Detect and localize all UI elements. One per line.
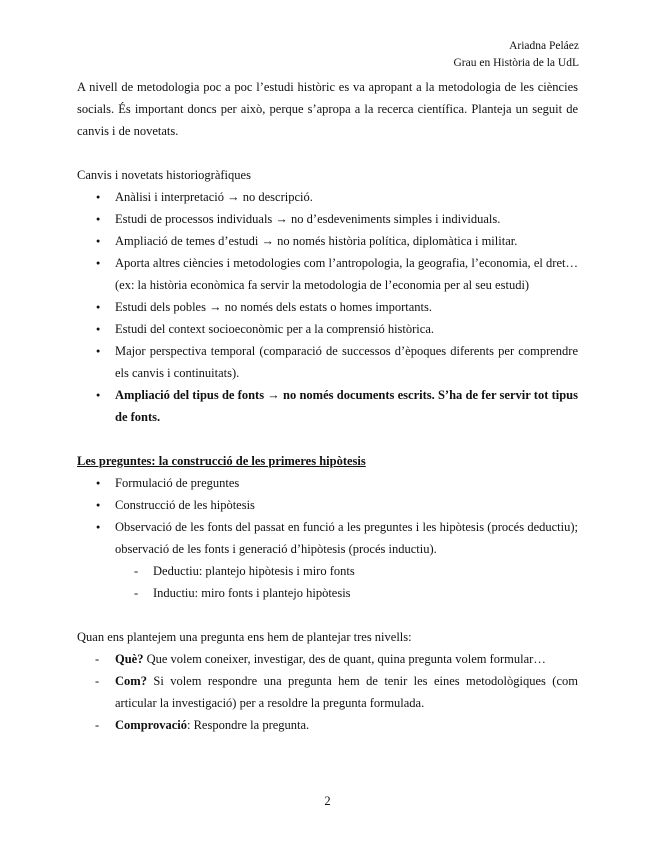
list-item: ● Estudi dels pobles → no només dels estats o homes importants.	[77, 296, 578, 318]
level-text: : Respondre la pregunta.	[187, 718, 310, 732]
list-item	[77, 648, 578, 670]
list-item: ● Aporta altres ciències i metodologies com l’antropologia, la geografia, l’economia, el dret… (ex: la història econòmica fa servir la metodologia de l’economia per al seu estudi)	[77, 252, 578, 296]
list-item: ● Construcció de les hipòtesis	[77, 494, 578, 516]
list-item	[77, 714, 578, 736]
list-item: ● Major perspectiva temporal (comparació de successos d’èpoques diferents per comprendre els canvis i continuitats).	[77, 340, 578, 384]
list-item: ● Estudi de processos individuals → no d’esdeveniments simples i individuals.	[77, 208, 578, 230]
level-text: Que volem coneixer, investigar, des de quant, quina pregunta volem formular…	[143, 652, 546, 666]
list-item: ● Estudi del context socioeconòmic per a la comprensió històrica.	[77, 318, 578, 340]
page-number: 2	[324, 794, 331, 808]
list-item: ● Ampliació de temes d’estudi → no només història política, diplomàtica i militar.	[77, 230, 578, 252]
questions-list	[77, 472, 578, 560]
level-text: Si volem respondre una pregunta hem de tenir les eines metodològiques (com articular la investigació) per a resoldre la pregunta formulada.	[115, 674, 578, 710]
list-item	[77, 670, 578, 714]
intro-paragraph: A nivell de metodologia poc a poc l’estudi històric es va apropant a la metodologia de les ciències socials. És important doncs per això, perque s’apropa a la recerca científica. Planteja un seguit de canvis i de novetats.	[77, 80, 578, 138]
page-header	[453, 38, 579, 72]
sub-list-item: - Inductiu: miro fonts i plantejo hipòtesis	[77, 582, 578, 604]
level-label: Com?	[115, 674, 147, 688]
changes-title: Canvis i novetats historiogràfiques	[77, 168, 251, 182]
list-item: ● Formulació de preguntes	[77, 472, 578, 494]
list-item: ● Ampliació del tipus de fonts → no només documents escrits. S’ha de fer servir tot tipus de fonts.	[77, 384, 578, 428]
changes-list	[77, 186, 578, 428]
list-item: ● Anàlisi i interpretació → no descripció.	[77, 186, 578, 208]
levels-list	[77, 648, 578, 736]
level-label: Què?	[115, 652, 144, 666]
sub-list	[77, 560, 578, 604]
course-name: Grau en Història de la UdL	[453, 57, 579, 69]
document-body	[77, 76, 578, 736]
author-name: Ariadna Peláez	[509, 40, 579, 52]
sub-list-item: - Deductiu: plantejo hipòtesis i miro fonts	[77, 560, 578, 582]
level-label: Comprovació	[115, 718, 187, 732]
levels-intro: Quan ens plantejem una pregunta ens hem de plantejar tres nivells:	[77, 630, 412, 644]
list-item: ● Observació de les fonts del passat en funció a les preguntes i les hipòtesis (procés deductiu); observació de les fonts i generació d’hipòtesis (procés inductiu).	[77, 516, 578, 560]
section-heading: Les preguntes: la construcció de les primeres hipòtesis	[77, 454, 366, 468]
